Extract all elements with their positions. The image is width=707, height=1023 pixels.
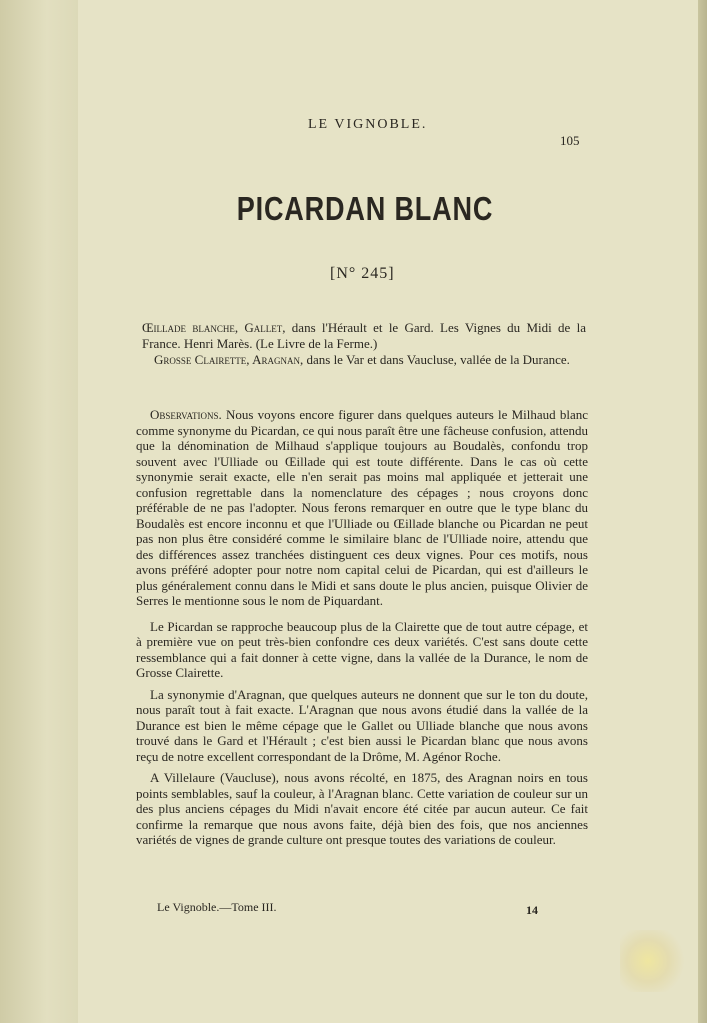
paragraph-text: Nous voyons encore figurer dans quelques auteurs le Milhaud blanc comme synonyme du Picardan, ce qui nous paraît être une fâcheuse confusion, attendu que la dénomination de Milhaud s'applique toujours au Boudalès, confondu trop souvent avec l'Ulliade ou Œillade qui est toute différente. Dans le cas où cette synonymie serait exacte, elle n'en serait pas moins mal appliquée et jetterait une confusion regrettable dans la nomenclature des cépages ; nous croyons donc préférable de ne pas l'adopter. Nous ferons remarquer en outre que le type blanc du Boudalès est encore inconnu et que l'Ulliade ou Œillade blanche ou Picardan ne peut pas non plus être considéré comme le similaire blanc de l'Ulliade noire, attendu que des différences assez tranchées distinguent ces deux vignes. Pour ces motifs, nous avons préféré adopter pour notre nom capital celui de Picardan, qui est d'ailleurs le plus généralement connu dans le Midi et sans doute le plus ancien, puisque Olivier de Serres le mentionne sous le nom de Piquardant. (136, 407, 588, 608)
page-edge (698, 0, 707, 1023)
paragraph (136, 407, 588, 609)
paragraph-text: A Villelaure (Vaucluse), nous avons récolté, en 1875, des Aragnan noirs en tous points semblables, sauf la couleur, à l'Aragnan blanc. Cette variation de couleur sur un des plus anciens cépages du Midi n'avait encore été citée par aucun auteur. Ce fait confirme la remarque que nous avons faite, déjà bien des fois, que nos anciennes variétés de vignes de grande culture ont presque toutes des variations de couleur. (136, 770, 588, 847)
paragraph (136, 687, 588, 765)
running-title: LE VIGNOBLE. (308, 117, 428, 132)
paragraph-text: La synonymie d'Aragnan, que quelques auteurs ne donnent que sur le ton du doute, nous paraît tout à fait exacte. L'Aragnan que nous avons étudié dans la vallée de la Durance est bien le même cépage que le Gallet ou Ulliade blanche que nous avons trouvé dans le Gard et l'Hérault ; c'est bien aussi le Picardan blanc que nous avons reçu de notre excellent correspondant de la Drôme, M. Agénor Roche. (136, 686, 588, 764)
footer-signature: Le Vignoble.—Tome III. (157, 900, 277, 914)
entry-number: [N° 245] (330, 265, 395, 282)
synonym-lead: Grosse Clairette, Aragnan, (154, 352, 304, 367)
paragraph (136, 619, 588, 681)
page-number: 105 (560, 133, 580, 148)
synonym-line (142, 320, 586, 352)
paragraph (136, 770, 588, 848)
synonym-line (142, 352, 586, 368)
synonym-text: dans l'Hérault et le Gard. Les Vignes du Midi de la France. Henri Marès. (Le Livre de la Ferme.) (142, 320, 586, 351)
paragraph-lead: Observations. (150, 407, 222, 422)
synonym-text: dans le Var et dans Vaucluse, vallée de la Durance. (303, 352, 570, 367)
paper-stain (620, 930, 690, 992)
body-text (136, 407, 588, 848)
book-gutter (0, 0, 78, 1023)
synonym-lead: Œillade blanche, Gallet, (142, 320, 286, 335)
footer-gathering-mark: 14 (526, 903, 538, 917)
page-title: PICARDAN BLANC (236, 190, 494, 227)
paragraph-text: Le Picardan se rapproche beaucoup plus de la Clairette que de tout autre cépage, et à première vue on peut très-bien confondre ces deux variétés. C'est sans doute cette ressemblance qui a fait donner à cette vigne, dans la vallée de la Durance, le nom de Grosse Clairette. (136, 618, 588, 680)
